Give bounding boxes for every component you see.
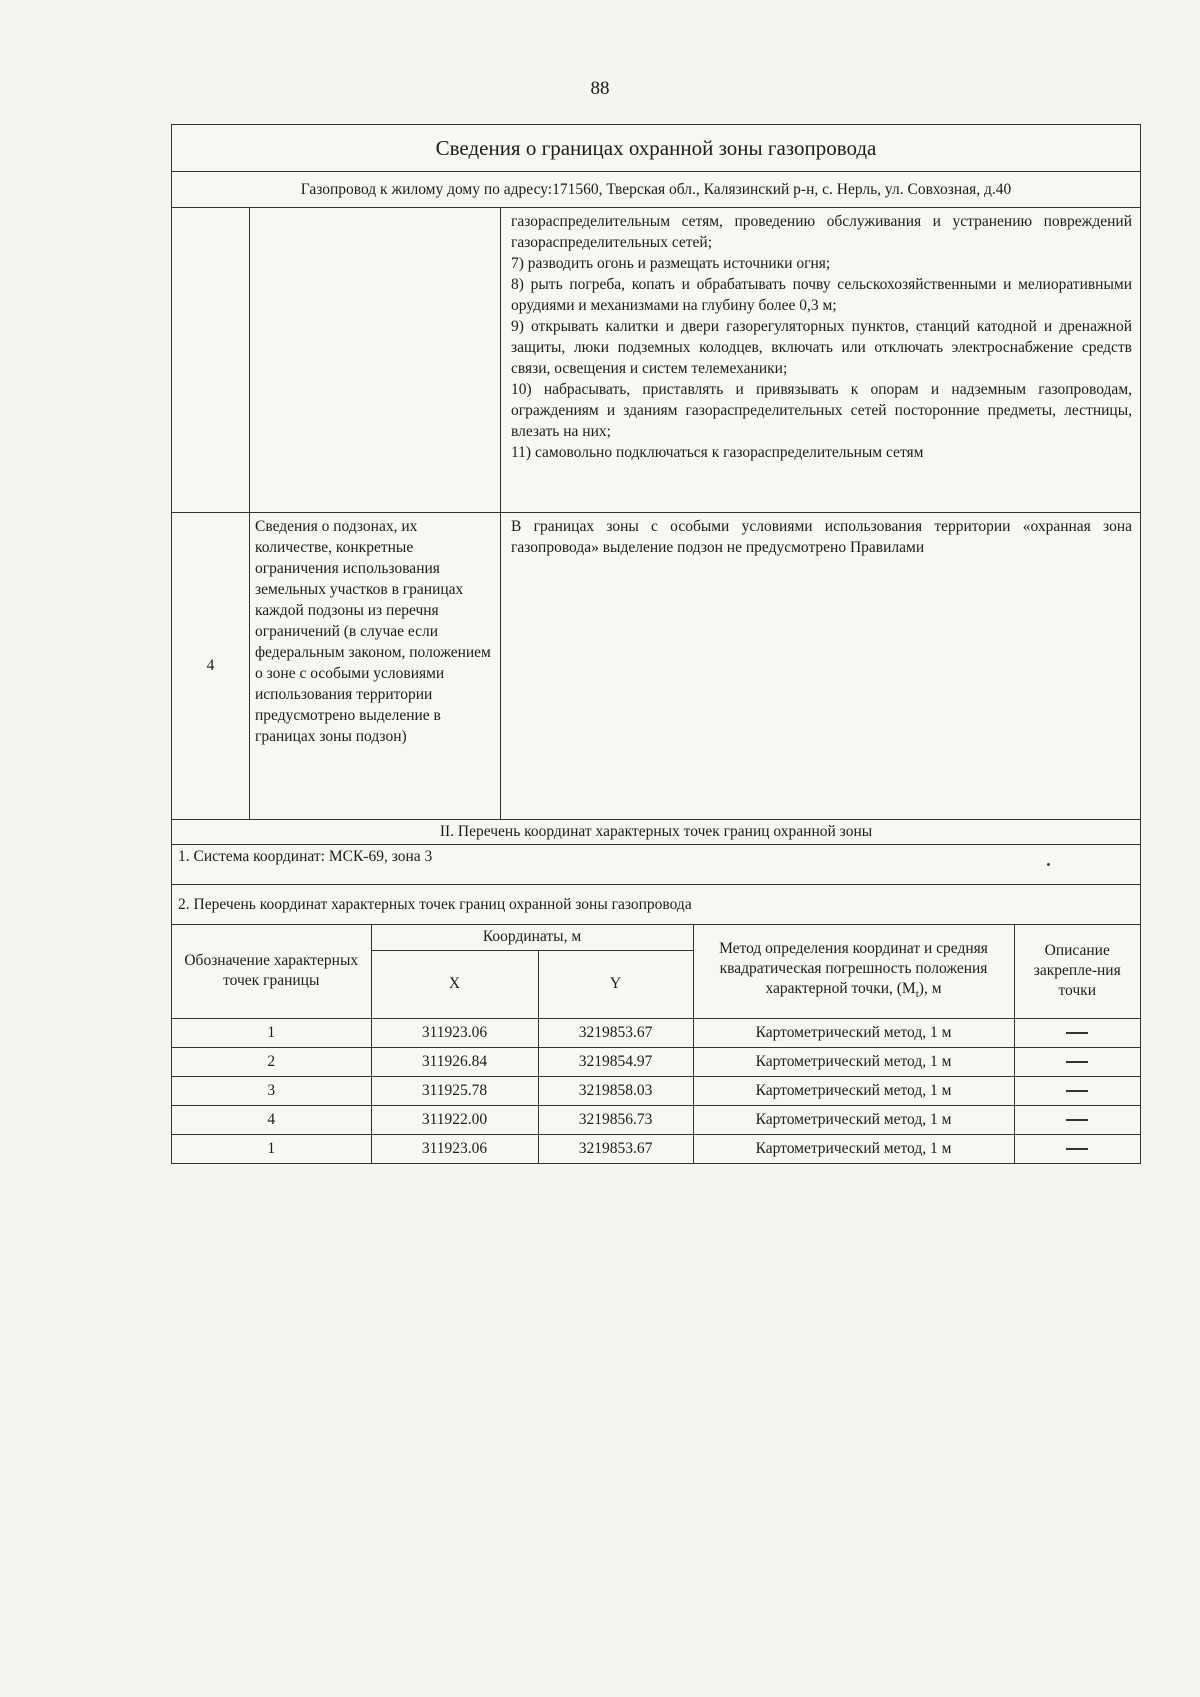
cell-point: 1: [172, 1018, 371, 1047]
table-row: [172, 1047, 1140, 1076]
cell-description: [1014, 1105, 1140, 1134]
document-frame: [171, 124, 1141, 1164]
cell-x: 311926.84: [371, 1047, 538, 1076]
cell-description: [1014, 1047, 1140, 1076]
cell-method: Картометрический метод, 1 м: [693, 1076, 1014, 1105]
restriction-item: 9) открывать калитки и двери газорегуляторных пунктов, станций катодной и дренажной защиты, люки подземных колодцев, включать или отключать электроснабжение средств связи, освещения и систем телемеханики;: [511, 318, 1132, 377]
restriction-item: 10) набрасывать, приставлять и привязывать к опорам и надземным газопроводам, ограждениям и зданиям газораспределительных сетей посторонние предметы, лестницы, влезать на них;: [511, 381, 1132, 440]
dash-mark: [1066, 1119, 1088, 1121]
cell-method: Картометрический метод, 1 м: [693, 1018, 1014, 1047]
coordinates-table-wrap: [172, 925, 1140, 1163]
row-name-empty: [250, 208, 501, 512]
cell-y: 3219853.67: [538, 1018, 693, 1047]
coordinate-system: [172, 845, 1140, 885]
section-heading: II. Перечень координат характерных точек границ охранной зоны: [172, 820, 1140, 845]
object-address: Газопровод к жилому дому по адресу:171560, Тверская обл., Калязинский р-н, с. Нерль, ул. Совхозная, д.40: [172, 172, 1140, 208]
table-row: [172, 1018, 1140, 1047]
page-number: 88: [590, 78, 610, 99]
row-number: 4: [172, 513, 250, 819]
document-title: Сведения о границах охранной зоны газопровода: [172, 125, 1140, 172]
cell-point: 2: [172, 1047, 371, 1076]
table-row: [172, 1134, 1140, 1163]
header-y: Y: [538, 950, 693, 1018]
header-description: Описание закрепле-ния точки: [1014, 925, 1140, 1018]
cell-method: Картометрический метод, 1 м: [693, 1134, 1014, 1163]
cell-x: 311925.78: [371, 1076, 538, 1105]
header-point: Обозначение характерных точек границы: [172, 925, 371, 1018]
cell-description: [1014, 1076, 1140, 1105]
coordinate-system-label: 1. Система координат: МСК-69, зона 3: [178, 848, 433, 865]
cell-x: 311922.00: [371, 1105, 538, 1134]
cell-y: 3219853.67: [538, 1134, 693, 1163]
scan-dot: [1047, 863, 1050, 866]
restriction-item: 11) самовольно подключаться к газораспределительным сетям: [511, 444, 924, 461]
coordinates-list-title: 2. Перечень координат характерных точек границ охранной зоны газопровода: [172, 885, 1140, 925]
cell-y: 3219856.73: [538, 1105, 693, 1134]
restrictions-text: [501, 208, 1140, 512]
dash-mark: [1066, 1061, 1088, 1063]
row-name: Сведения о подзонах, их количестве, конкретные ограничения использования земельных участков в границах каждой подзоны из перечня ограничений (в случае если федеральным законом, положением о зоне с особыми условиями использования территории предусмотрено выделение в границах зоны подзон): [250, 513, 501, 819]
cell-y: 3219858.03: [538, 1076, 693, 1105]
cell-x: 311923.06: [371, 1018, 538, 1047]
header-method: Метод определения координат и средняя квадратическая погрешность положения характерной точки, $(M_t)$, м: [693, 925, 1014, 1018]
cell-method: Картометрический метод, 1 м: [693, 1047, 1014, 1076]
dash-mark: [1066, 1148, 1088, 1150]
cell-description: [1014, 1134, 1140, 1163]
header-coordinates: Координаты, м: [371, 925, 693, 950]
table-row: [172, 1076, 1140, 1105]
cell-point: 3: [172, 1076, 371, 1105]
subzones-row: [172, 513, 1140, 820]
restrictions-row: [172, 208, 1140, 513]
row-number-empty: [172, 208, 250, 512]
restriction-item: газораспределительным сетям, проведению обслуживания и устранению повреждений газораспределительных сетей;: [511, 213, 1132, 251]
restriction-item: 8) рыть погреба, копать и обрабатывать почву сельскохозяйственными и мелиоративными орудиями и механизмами на глубину более 0,3 м;: [511, 276, 1132, 314]
cell-description: [1014, 1018, 1140, 1047]
restriction-item: 7) разводить огонь и размещать источники огня;: [511, 255, 831, 272]
cell-y: 3219854.97: [538, 1047, 693, 1076]
table-row: [172, 1105, 1140, 1134]
subzones-text: В границах зоны с особыми условиями использования территории «охранная зона газопровода» выделение подзон не предусмотрено Правилами: [511, 518, 1132, 556]
cell-x: 311923.06: [371, 1134, 538, 1163]
dash-mark: [1066, 1032, 1088, 1034]
coordinates-table: [172, 925, 1140, 1163]
header-x: X: [371, 950, 538, 1018]
cell-point: 1: [172, 1134, 371, 1163]
cell-method: Картометрический метод, 1 м: [693, 1105, 1014, 1134]
dash-mark: [1066, 1090, 1088, 1092]
cell-point: 4: [172, 1105, 371, 1134]
